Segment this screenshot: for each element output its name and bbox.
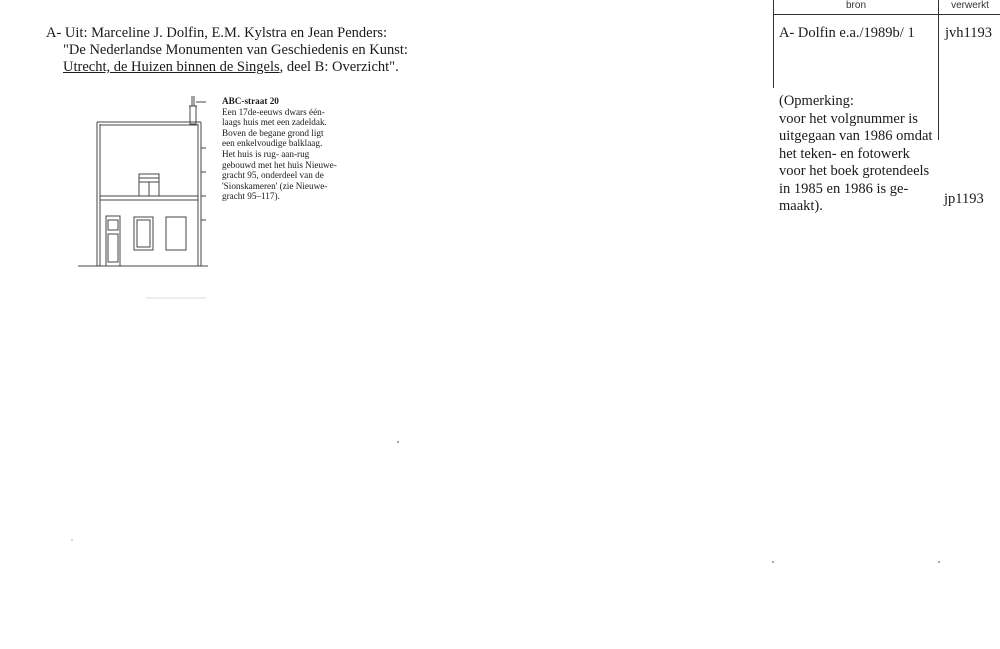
verwerkt-value-1: jvh1193: [945, 25, 992, 41]
table-header-divider: [773, 14, 1000, 15]
building-caption: [222, 96, 367, 202]
reference-line-3: [46, 59, 408, 76]
scan-speck: [938, 561, 940, 563]
verwerkt-value-2: jp1193: [944, 191, 984, 207]
reference-line-2: "De Nederlandse Monumenten van Geschiedenis en Kunst:: [63, 42, 408, 58]
column-header-bron: bron: [845, 0, 866, 11]
scan-speck: [397, 441, 399, 443]
caption-title: ABC-straat 20: [222, 96, 279, 106]
house-facade-drawing: [76, 92, 216, 302]
reference-line-1: A- Uit: Marceline J. Dolfin, E.M. Kylstra en Jean Penders:: [46, 25, 388, 41]
remark-note: (Opmerking: voor het volgnummer is uitgegaan van 1986 omdat het teken- en fotowerk voor het boek grotendeels in 1985 en 1986 is ge- maakt).: [779, 93, 933, 214]
column-header-verwerkt: verwerkt: [951, 0, 989, 11]
caption-body: Een 17de-eeuws dwars één- laags huis met een zadeldak. Boven de begane grond ligt een enkelvoudige balklaag. Het huis is rug- aan-rug gebouwd met het huis Nieuwe- gracht 95, onderdeel van de 'Sionskameren' (zie Nieuwe- gracht 95–117).: [222, 106, 337, 202]
scan-speck: [71, 539, 73, 541]
table-left-border: [773, 0, 774, 88]
bron-value: A- Dolfin e.a./1989b/ 1: [779, 25, 915, 41]
reference-book-title: Utrecht, de Huizen binnen de Singels: [63, 59, 280, 75]
reference-line-3-rest: , deel B: Overzicht".: [279, 59, 399, 75]
scan-speck: [772, 561, 774, 563]
reference-citation: [46, 25, 408, 76]
